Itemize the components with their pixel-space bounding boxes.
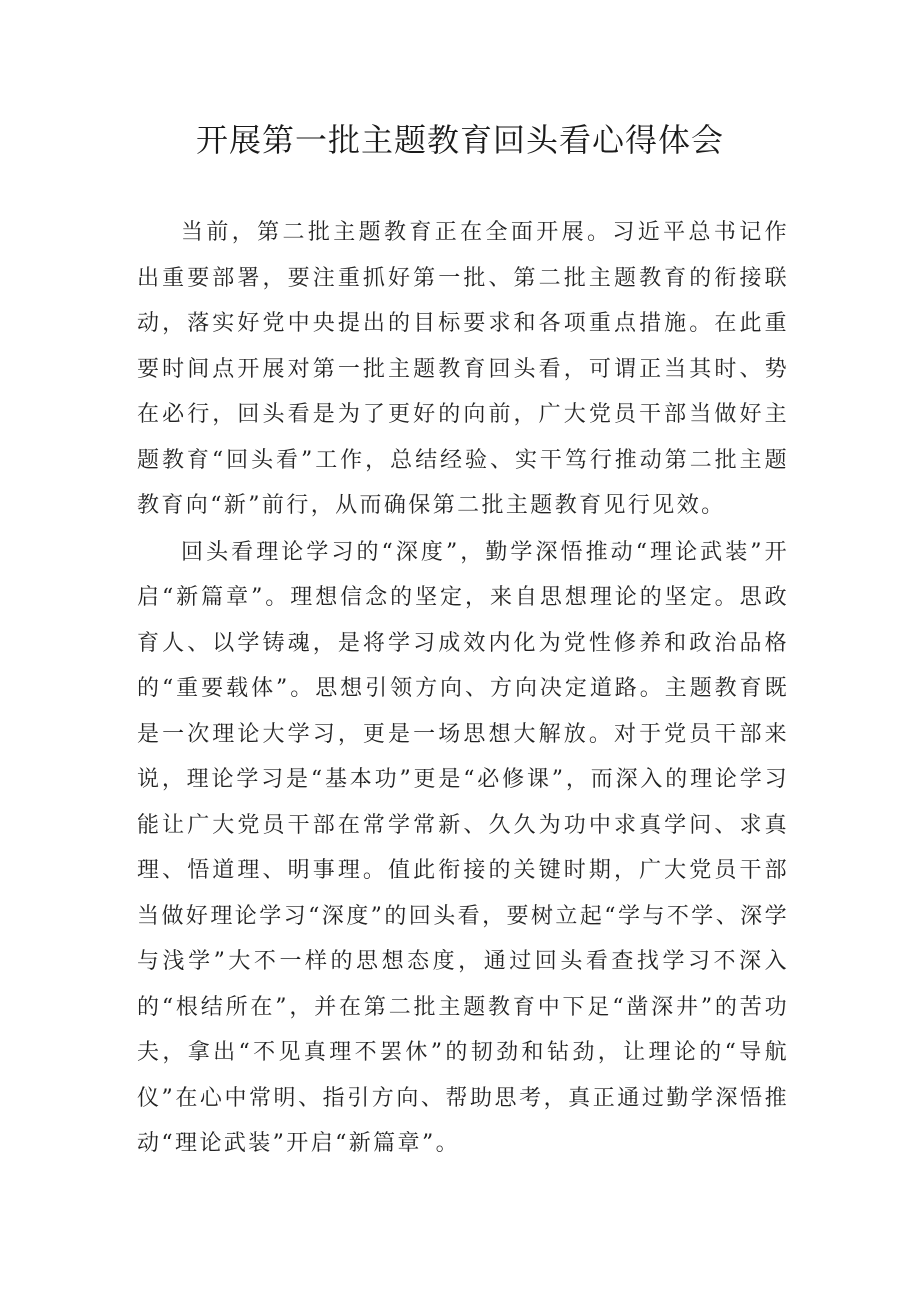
document-body <box>137 210 789 1168</box>
paragraph-2: 回头看理论学习的“深度”，勤学深悟推动“理论武装”开启“新篇章”。理想信念的坚定，来自思想理论的坚定。思政育人、以学铸魂，是将学习成效内化为党性修养和政治品格的“重要载体”。思想引领方向、方向决定道路。主题教育既是一次理论大学习，更是一场思想大解放。对于党员干部来说，理论学习是“基本功”更是“必修课”，而深入的理论学习能让广大党员干部在常学常新、久久为功中求真学问、求真理、悟道理、明事理。值此衔接的关键时期，广大党员干部当做好理论学习“深度”的回头看，要树立起“学与不学、深学与浅学”大不一样的思想态度，通过回头看查找学习不深入的“根结所在”，并在第二批主题教育中下足“凿深井”的苦功夫，拿出“不见真理不罢休”的韧劲和钻劲，让理论的“导航仪”在心中常明、指引方向、帮助思考，真正通过勤学深悟推动“理论武装”开启“新篇章”。 <box>137 539 789 1156</box>
paragraph-1: 当前，第二批主题教育正在全面开展。习近平总书记作出重要部署，要注重抓好第一批、第二批主题教育的衔接联动，落实好党中央提出的目标要求和各项重点措施。在此重要时间点开展对第一批主题教育回头看，可谓正当其时、势在必行，回头看是为了更好的向前，广大党员干部当做好主题教育“回头看”工作，总结经验、实干笃行推动第二批主题教育向“新”前行，从而确保第二批主题教育见行见效。 <box>137 220 789 518</box>
document-title: 开展第一批主题教育回头看心得体会 <box>195 121 724 159</box>
